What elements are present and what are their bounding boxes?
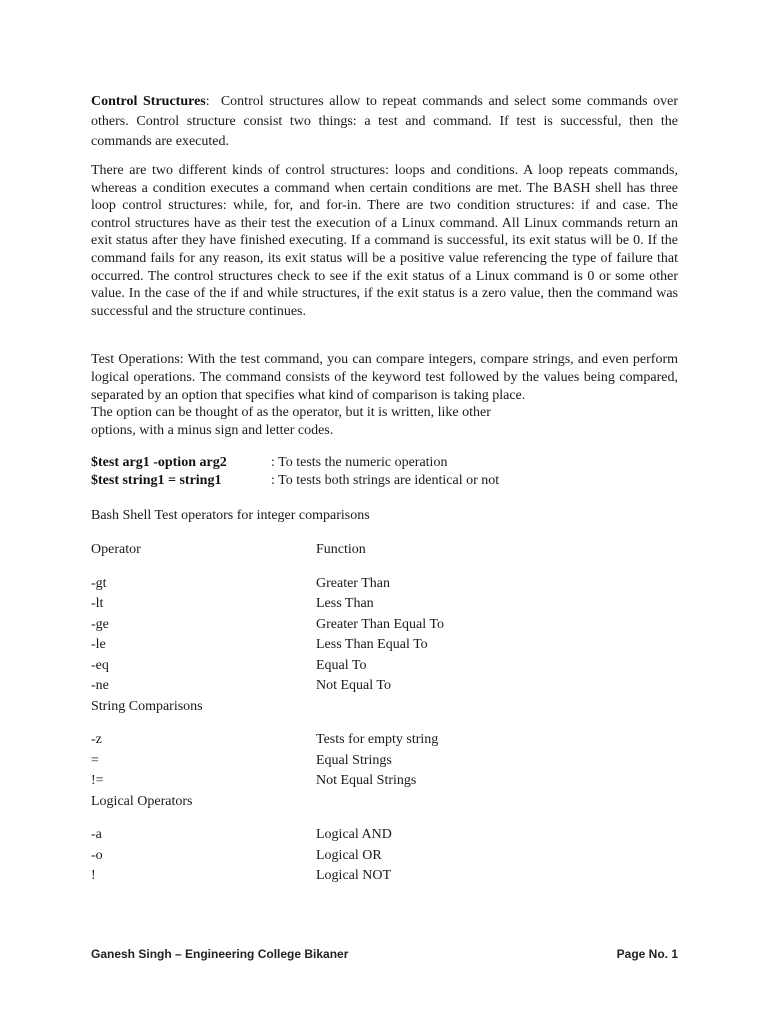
page-footer [91,945,678,963]
table-row [91,574,678,595]
function-column-header: Function [316,542,366,558]
table-row [91,635,678,656]
table-row [91,656,678,677]
operator-cell: != [91,773,104,789]
function-cell: Logical OR [316,847,382,863]
operator-cell: -lt [91,596,104,612]
intro-term: Control Structures [91,94,206,109]
function-cell: Equal To [316,657,367,673]
intro-paragraph [91,92,678,152]
function-cell: Equal Strings [316,752,392,768]
table-row [91,751,678,772]
intro-colon: : [205,94,210,109]
operator-cell: -z [91,732,102,748]
table-row [91,771,678,792]
operator-cell: = [91,752,99,768]
test-operations-line-2: options, with a minus sign and letter codes. [91,422,334,438]
operator-cell: -o [91,847,103,863]
function-cell: Less Than Equal To [316,637,428,653]
command-examples [91,454,678,490]
command-description: : To tests the numeric operation [271,455,448,471]
table-header [91,540,678,561]
loops-paragraph: There are two different kinds of control structures: loops and conditions. A loop repeats commands, whereas a condition executes a command when certain conditions are met. The BASH shell has three loop control structures: while, for, and for-in. There are two condition structures: if and case. The control structures have as their test the execution of a Linux command. All Linux commands return an exit status after they have finished executing. If a command is successful, its exit status will be 0. If the command fails for any reason, its exit status will be a positive value referencing the type of failure that occurred. The control structures check to see if the exit status of a Linux command is 0 or some other value. In the case of the if and while structures, if the exit status is a zero value, then the command was successful and the structure continues. [91,163,678,319]
function-cell: Tests for empty string [316,732,439,748]
function-cell: Greater Than [316,575,390,591]
operators-table [91,540,678,887]
function-cell: Not Equal Strings [316,773,417,789]
table-row [91,730,678,751]
operator-cell: -le [91,637,106,653]
table-row [91,846,678,867]
intro-text: Control structures allow to repeat commands and select some commands over others. Control structure consist two things: a test and command. If test is successful, then the commands are executed. [91,94,679,149]
operator-cell: -a [91,827,102,843]
operator-cell: -ne [91,678,109,694]
function-cell: Greater Than Equal To [316,616,444,632]
command-row [91,454,678,472]
function-cell: Logical AND [316,827,392,843]
test-operations-line-1: The option can be thought of as the operator, but it is written, like other [91,405,491,421]
operator-column-header: Operator [91,542,141,558]
command-syntax: $test string1 = string1 [91,473,222,489]
operator-cell: ! [91,868,96,884]
function-cell: Less Than [316,596,374,612]
page-number: Page No. 1 [616,947,678,961]
operator-cell: -gt [91,575,107,591]
test-operations-text: Test Operations: With the test command, you can compare integers, compare strings, and even perform logical operations. The command consists of the keyword test followed by the values being compared, separated by an option that specifies what kind of comparison is taking place. [91,352,678,403]
string-comparisons-title: String Comparisons [91,698,203,714]
table-row [91,676,678,697]
table-row [91,825,678,846]
command-syntax: $test arg1 -option arg2 [91,455,227,471]
operator-cell: -eq [91,657,109,673]
table-row [91,594,678,615]
command-row [91,472,678,490]
operators-table-title: Bash Shell Test operators for integer comparisons [91,508,370,524]
function-cell: Not Equal To [316,678,391,694]
document-page [91,92,678,887]
function-cell: Logical NOT [316,868,392,884]
operator-cell: -ge [91,616,109,632]
table-row [91,866,678,887]
test-operations-paragraph [91,351,678,439]
footer-author: Ganesh Singh – Engineering College Bikaner [91,947,349,961]
logical-operators-title: Logical Operators [91,793,193,809]
command-description: : To tests both strings are identical or not [271,473,500,489]
table-row [91,615,678,636]
